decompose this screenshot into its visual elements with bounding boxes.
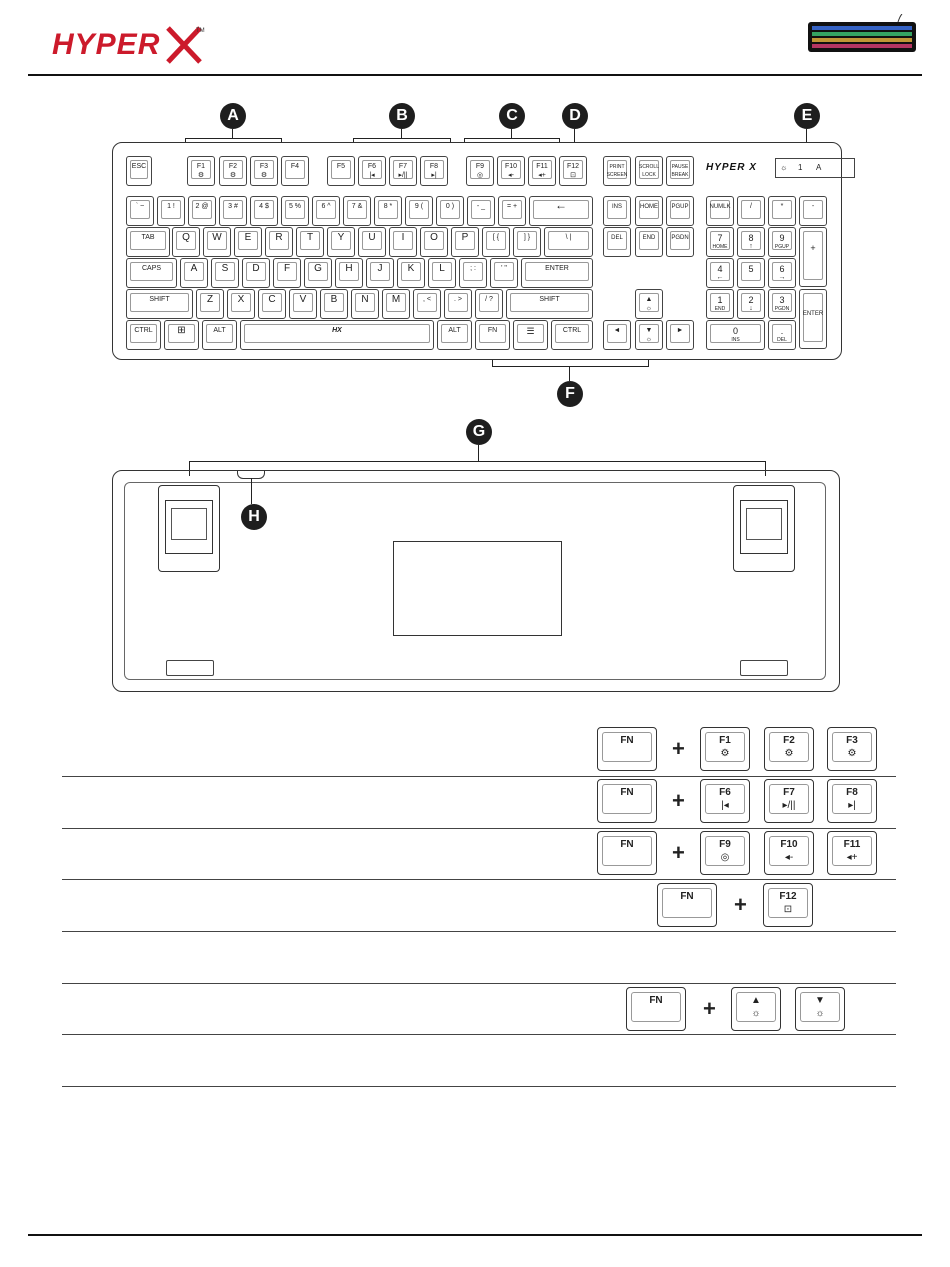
key-semicolon: ; : [459, 258, 487, 288]
key-numpad-8: 8 ↑ [737, 227, 765, 257]
key-slash: / ? [475, 289, 503, 319]
shortcut-f2-key: F2 ⚙ [764, 727, 814, 771]
key-lbracket: [ { [482, 227, 510, 257]
key-ralt: ALT [437, 320, 472, 350]
callout-b: B [389, 103, 415, 129]
key-l: L [428, 258, 456, 288]
key-numpad-0: 0 INS [706, 320, 765, 350]
key-u: U [358, 227, 386, 257]
row-divider [62, 879, 896, 880]
key-f8: F8 ▸| [420, 156, 448, 186]
row-divider [62, 1034, 896, 1035]
key-v: V [289, 289, 317, 319]
key-a: A [180, 258, 208, 288]
key-numpad-9: 9 PGUP [768, 227, 796, 257]
key-windows: ⊞ [164, 320, 199, 350]
key-3: 3 # [219, 196, 247, 226]
callout-g: G [466, 419, 492, 445]
key-scroll-lock: SCROLL LOCK [635, 156, 663, 186]
key-caps: CAPS [126, 258, 177, 288]
plus-sign: + [672, 840, 685, 865]
shortcut-fn-key: FN [597, 727, 657, 771]
key-menu: ☰ [513, 320, 548, 350]
key-p: P [451, 227, 479, 257]
key-arrow-left: ◄ [603, 320, 631, 350]
key-arrow-down: ▼ ☼ [635, 320, 663, 350]
key-f3: F3 ⚙ [250, 156, 278, 186]
indicator-capslock: A [816, 163, 822, 172]
indicator-numlock: 1 [798, 163, 803, 172]
key-esc: ESC [126, 156, 152, 186]
key-b: B [320, 289, 348, 319]
shortcut-brightness-down-key: ▼ ☼ [795, 987, 845, 1031]
key-9: 9 ( [405, 196, 433, 226]
key-t: T [296, 227, 324, 257]
bracket-h-stem [251, 478, 252, 504]
key-r: R [265, 227, 293, 257]
svg-text:TM: TM [196, 28, 205, 34]
left-rubber-pad [166, 660, 214, 676]
key-o: O [420, 227, 448, 257]
key-numpad-6: 6 → [768, 258, 796, 288]
key-rshift: SHIFT [506, 289, 593, 319]
key-f6: F6 |◂ [358, 156, 386, 186]
bracket-b-stem [401, 129, 402, 138]
key-arrow-right: ► [666, 320, 694, 350]
key-numpad-2: 2 ↓ [737, 289, 765, 319]
key-f1: F1 ⚙ [187, 156, 215, 186]
key-f12: F12 ⊡ [559, 156, 587, 186]
key-x: X [227, 289, 255, 319]
shortcut-f1-key: F1 ⚙ [700, 727, 750, 771]
key-pgup: PGUP [666, 196, 694, 226]
right-rubber-pad [740, 660, 788, 676]
key-g: G [304, 258, 332, 288]
row-divider [62, 776, 896, 777]
key-q: Q [172, 227, 200, 257]
key-z: Z [196, 289, 224, 319]
key-numpad-4: 4 ← [706, 258, 734, 288]
footer-rule [28, 1234, 922, 1236]
key-del: DEL [603, 227, 631, 257]
key-n: N [351, 289, 379, 319]
key-enter: ENTER [521, 258, 593, 288]
key-numpad-1: 1 END [706, 289, 734, 319]
key-backslash: \ | [544, 227, 593, 257]
indicator-brightness: ☼ [780, 163, 788, 172]
plus-sign: + [703, 996, 716, 1021]
row-divider [62, 931, 896, 932]
key-end: END [635, 227, 663, 257]
row-divider [62, 1086, 896, 1087]
indicator-lights [775, 158, 855, 178]
key-s: S [211, 258, 239, 288]
key-8: 8 * [374, 196, 402, 226]
shortcut-f11-key: F11 ◂+ [827, 831, 877, 875]
callout-f: F [557, 381, 583, 407]
key-quote: ' " [490, 258, 518, 288]
bottom-label [393, 541, 562, 636]
key-f2: F2 ⚙ [219, 156, 247, 186]
key-period: . > [444, 289, 472, 319]
key-w: W [203, 227, 231, 257]
key-ins: INS [603, 196, 631, 226]
shortcut-brightness-up-key: ▲ ☼ [731, 987, 781, 1031]
key-f7: F7 ▸/|| [389, 156, 417, 186]
key-space: HX [240, 320, 434, 350]
key-numpad-7: 7 HOME [706, 227, 734, 257]
shortcut-f7-key: F7 ▸/|| [764, 779, 814, 823]
key-0: 0 ) [436, 196, 464, 226]
shortcut-f10-key: F10 ◂- [764, 831, 814, 875]
key-y: Y [327, 227, 355, 257]
key-5: 5 % [281, 196, 309, 226]
key-lctrl: CTRL [126, 320, 161, 350]
bracket-g-stem [478, 445, 479, 461]
shortcut-fn-key: FN [626, 987, 686, 1031]
key-h: H [335, 258, 363, 288]
key-backtick: ` ~ [126, 196, 154, 226]
key-d: D [242, 258, 270, 288]
plus-sign: + [672, 788, 685, 813]
right-foot [733, 485, 795, 572]
callout-h: H [241, 504, 267, 530]
plus-sign: + [734, 892, 747, 917]
header-rule [28, 74, 922, 76]
key-tab: TAB [126, 227, 170, 257]
keyboard-logo: HYPER X [706, 162, 757, 173]
callout-e: E [794, 103, 820, 129]
left-foot [158, 485, 220, 572]
key-lalt: ALT [202, 320, 237, 350]
callout-a: A [220, 103, 246, 129]
shortcut-f3-key: F3 ⚙ [827, 727, 877, 771]
shortcut-f6-key: F6 |◂ [700, 779, 750, 823]
key-print-screen: PRINT SCREEN [603, 156, 631, 186]
shortcut-f8-key: F8 ▸| [827, 779, 877, 823]
row-divider [62, 983, 896, 984]
key-numpad-dot: . DEL [768, 320, 796, 350]
key-c: C [258, 289, 286, 319]
shortcut-fn-key: FN [597, 831, 657, 875]
key-numlock: NUMLK [706, 196, 734, 226]
key-numpad-plus: + [799, 227, 827, 287]
bracket-f-stem [569, 366, 570, 381]
key-pause-break: PAUSE BREAK [666, 156, 694, 186]
hyperx-logo [50, 18, 210, 68]
key-i: I [389, 227, 417, 257]
key-4: 4 $ [250, 196, 278, 226]
callout-d: D [562, 103, 588, 129]
key-comma: , < [413, 289, 441, 319]
key-backspace: ← [529, 196, 593, 226]
key-f5: F5 [327, 156, 355, 186]
key-arrow-up: ▲ ☼ [635, 289, 663, 319]
bracket-a-stem [232, 129, 233, 138]
key-home: HOME [635, 196, 663, 226]
keyboard-thumbnail [808, 14, 918, 54]
key-m: M [382, 289, 410, 319]
plus-sign: + [672, 736, 685, 761]
key-2: 2 @ [188, 196, 216, 226]
key-e: E [234, 227, 262, 257]
key-6: 6 ^ [312, 196, 340, 226]
key-pgdn: PGDN [666, 227, 694, 257]
key-minus: - _ [467, 196, 495, 226]
shortcut-fn-key: FN [657, 883, 717, 927]
key-f10: F10 ◂- [497, 156, 525, 186]
key-numpad-slash: / [737, 196, 765, 226]
svg-text:HYPER: HYPER [52, 28, 161, 61]
key-numpad-enter: ENTER [799, 289, 827, 349]
callout-c: C [499, 103, 525, 129]
key-rbracket: ] } [513, 227, 541, 257]
key-equals: = + [498, 196, 526, 226]
shortcut-f12-key: F12 ⊡ [763, 883, 813, 927]
shortcut-f9-key: F9 ◎ [700, 831, 750, 875]
key-f: F [273, 258, 301, 288]
bracket-c-stem [511, 129, 512, 138]
key-k: K [397, 258, 425, 288]
key-numpad-5: 5 [737, 258, 765, 288]
key-f4: F4 [281, 156, 309, 186]
key-rctrl: CTRL [551, 320, 593, 350]
key-7: 7 & [343, 196, 371, 226]
key-f9: F9 ◎ [466, 156, 494, 186]
key-j: J [366, 258, 394, 288]
key-numpad-minus: - [799, 196, 827, 226]
row-divider [62, 828, 896, 829]
key-fn: FN [475, 320, 510, 350]
key-numpad-star: * [768, 196, 796, 226]
key-numpad-3: 3 PGDN [768, 289, 796, 319]
shortcut-fn-key: FN [597, 779, 657, 823]
key-f11: F11 ◂+ [528, 156, 556, 186]
key-1: 1 ! [157, 196, 185, 226]
key-lshift: SHIFT [126, 289, 193, 319]
